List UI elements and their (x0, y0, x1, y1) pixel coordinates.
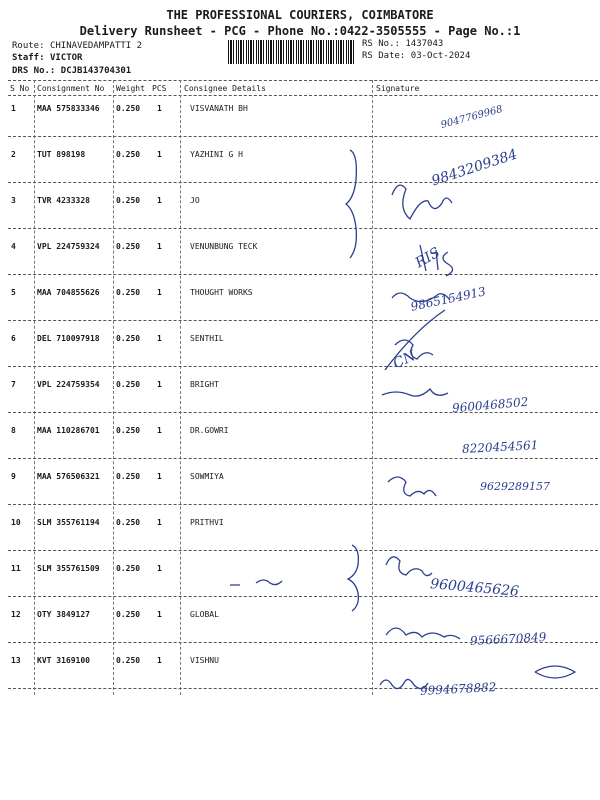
signature-text: 8220454561 (461, 438, 539, 456)
row-weight: 0.250 (116, 334, 141, 343)
staff-value: VICTOR (49, 53, 83, 63)
row-consignee: VISVANATH BH (190, 104, 248, 113)
row-consignee: VISHNU (190, 656, 219, 665)
row-sno: 10 (11, 518, 21, 527)
row-pcs: 1 (157, 564, 162, 573)
row-sno: 5 (11, 288, 16, 297)
signature-text: 9600468502 (451, 394, 529, 416)
row-pcs: 1 (157, 656, 162, 665)
row-sno: 4 (11, 242, 16, 251)
row-sno: 13 (11, 656, 21, 665)
row-pcs: 1 (157, 150, 162, 159)
signature-scribble (392, 185, 452, 219)
row-sno: 6 (11, 334, 16, 343)
row-consignment: MAA 576506321 (37, 472, 100, 481)
row-pcs: 1 (157, 334, 162, 343)
signature-scribble (386, 557, 432, 576)
row-pcs: 1 (157, 380, 162, 389)
col-consignee-header: Consignee Details (184, 84, 266, 93)
row-weight: 0.250 (116, 288, 141, 297)
row-weight: 0.250 (116, 104, 141, 113)
runsheet-title: Delivery Runsheet - PCG - Phone No.:0422-3505555 - Page No.:1 (79, 24, 521, 38)
route-value: CHINAVEDAMPATTI 2 (49, 41, 143, 51)
row-sno: 1 (11, 104, 16, 113)
row-pcs: 1 (157, 288, 162, 297)
row-weight: 0.250 (116, 426, 141, 435)
row-sno: 9 (11, 472, 16, 481)
row-weight: 0.250 (116, 610, 141, 619)
row-weight: 0.250 (116, 656, 141, 665)
row-consignee: SENTHIL (190, 334, 224, 343)
row-pcs: 1 (157, 104, 162, 113)
company-title: THE PROFESSIONAL COURIERS, COIMBATORE (166, 8, 434, 22)
row-pcs: 1 (157, 472, 162, 481)
col-signature-header: Signature (376, 84, 420, 93)
row-weight: 0.250 (116, 564, 141, 573)
row-sno: 7 (11, 380, 16, 389)
signature-scribble (386, 628, 460, 639)
signature-text: 9047769968 (439, 103, 504, 132)
row-consignment: VPL 224759324 (37, 242, 100, 251)
row-consignee: VENUNBUNG TECK (190, 242, 258, 251)
row-weight: 0.250 (116, 380, 141, 389)
signature-text: 9600465626 (429, 576, 520, 600)
signature-text: 9566670849 (469, 630, 547, 648)
row-weight: 0.250 (116, 242, 141, 251)
row-pcs: 1 (157, 196, 162, 205)
signature-text: CN (390, 347, 419, 373)
staff-label: Staff: (12, 53, 45, 63)
row-consignment: OTY 3849127 (37, 610, 90, 619)
signature-text: 9865154913 (409, 284, 487, 314)
bracket-mark (348, 545, 358, 611)
row-pcs: 1 (157, 610, 162, 619)
row-consignment: TVR 4233328 (37, 196, 90, 205)
row-consignee: SOWMIYA (190, 472, 224, 481)
row-consignment: SLM 355761509 (37, 564, 100, 573)
signature-text: 9629289157 (480, 480, 550, 493)
row-weight: 0.250 (116, 196, 141, 205)
signature-scribble (535, 666, 575, 678)
row-consignment: VPL 224759354 (37, 380, 100, 389)
signature-text: 9843209384 (429, 146, 520, 190)
col-weight-header: Weight (116, 84, 145, 93)
bracket-mark (346, 150, 356, 258)
row-consignee: THOUGHT WORKS (190, 288, 253, 297)
rs-date-value: 03-Oct-2024 (410, 51, 471, 61)
signature-text: RIS (412, 244, 443, 272)
row-consignment: TUT 898198 (37, 150, 86, 159)
row-consignment: MAA 704855626 (37, 288, 100, 297)
row-weight: 0.250 (116, 472, 141, 481)
row-pcs: 1 (157, 242, 162, 251)
row-sno: 8 (11, 426, 16, 435)
row-consignee: PRITHVI (190, 518, 224, 527)
drs-label: DRS No.: (12, 66, 56, 76)
row-consignee: JO (190, 196, 200, 205)
route-label: Route: (12, 41, 45, 51)
row-pcs: 1 (157, 426, 162, 435)
rs-no-value: 1437043 (405, 39, 444, 49)
rs-date-label: RS Date: (362, 51, 406, 61)
row-consignment: DEL 710097918 (37, 334, 100, 343)
row-sno: 11 (11, 564, 21, 573)
row-sno: 2 (11, 150, 16, 159)
row-consignee: YAZHINI G H (190, 150, 243, 159)
row-consignment: KVT 3169100 (37, 656, 90, 665)
row-consignment: MAA 110286701 (37, 426, 100, 435)
signature-scribble (230, 580, 282, 585)
row-sno: 3 (11, 196, 16, 205)
rs-no-label: RS No.: (362, 39, 400, 49)
col-sno-header: S No (10, 84, 30, 93)
col-pcs-header: PCS (152, 84, 167, 93)
row-weight: 0.250 (116, 518, 141, 527)
row-consignee: DR.GOWRI (190, 426, 229, 435)
col-consignment-header: Consignment No (37, 84, 105, 93)
row-sno: 12 (11, 610, 21, 619)
row-consignee: BRIGHT (190, 380, 219, 389)
row-consignment: MAA 575833346 (37, 104, 100, 113)
row-consignee: GLOBAL (190, 610, 219, 619)
signature-scribble (382, 389, 448, 396)
row-consignment: SLM 355761194 (37, 518, 100, 527)
drs-value: DCJB143704301 (60, 66, 132, 76)
signature-scribble (388, 477, 436, 496)
row-weight: 0.250 (116, 150, 141, 159)
signature-text: 9994678882 (419, 680, 497, 698)
row-pcs: 1 (157, 518, 162, 527)
